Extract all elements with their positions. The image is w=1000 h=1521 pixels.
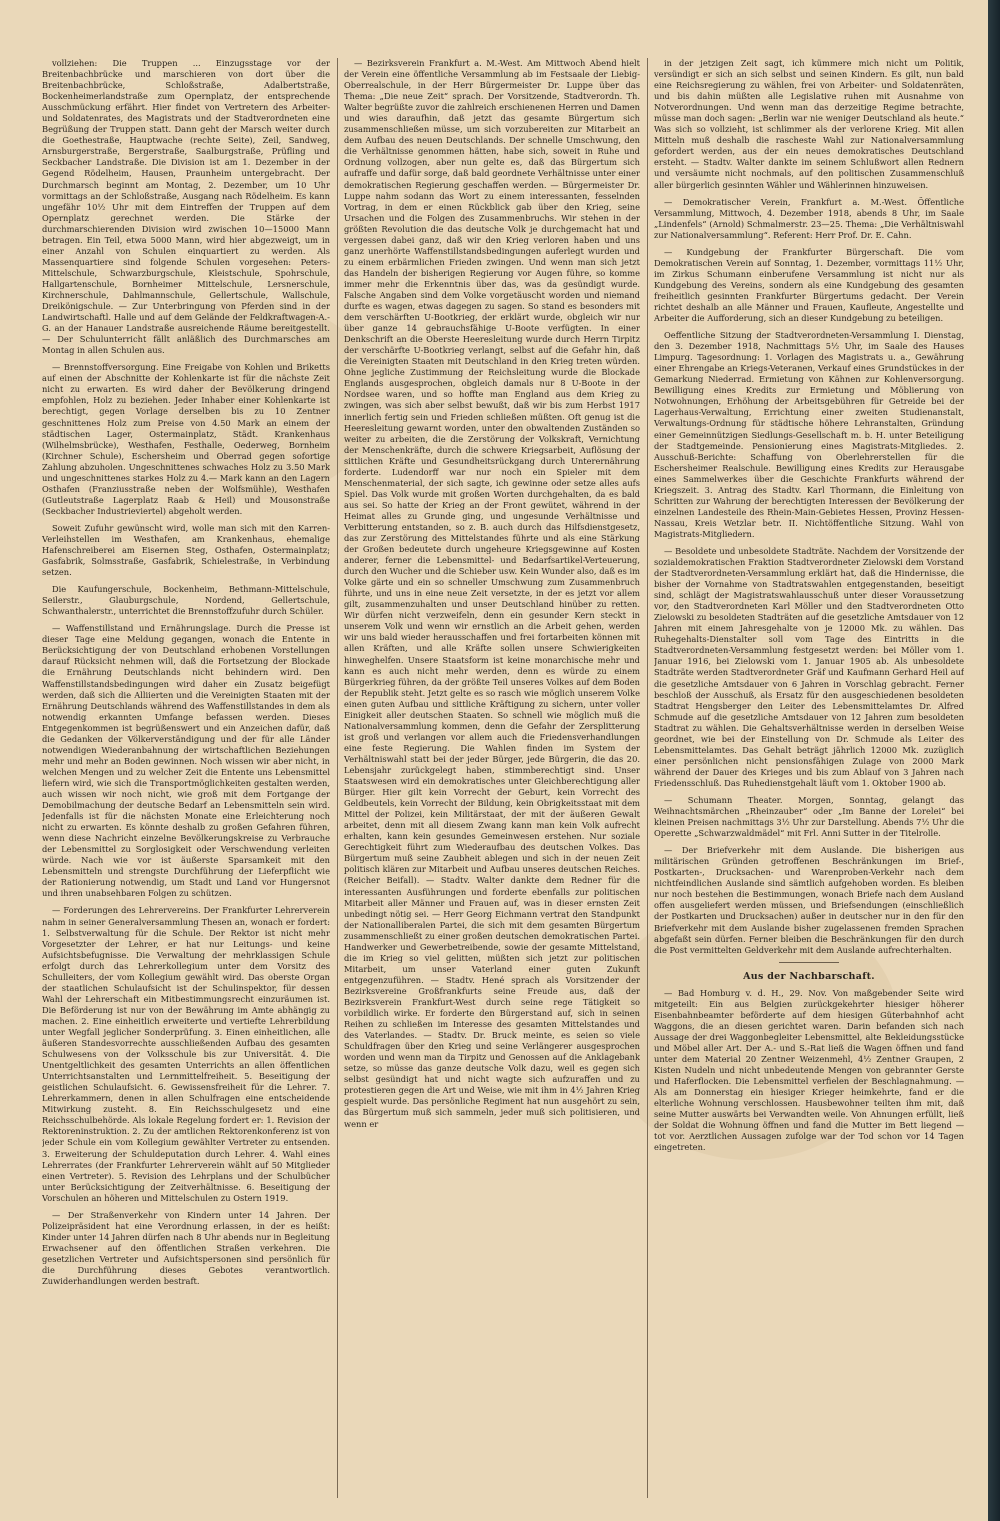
article-teachers-demands: — Forderungen des Lehrervereins. Der Frankfurter Lehrerverein nahm in seiner Generalversammlung Thesen an, wonach er fordert: 1. Selbstverwaltung für die Schule. Der Rektor ist nicht mehr Vorgesetzter der Lehrer, er hat nur Leitungs- und keine Aufsichtsbefugnisse. Die Verwaltung der mehrklassigen Schule erfolgt durch das Lehrerkollegium unter dem Vorsitz des Schulleiters, der vom Kollegium gewählt wird. Das oberste Organ der staatlichen Schulaufsicht ist der Schulinspektor, für dessen Wahl der Lehrerschaft ein Mitbestimmungsrecht einzuräumen ist. Die Beförderung ist nur von der Bewährung im Amte abhängig zu machen. 2. Eine einheitlich erweiterte und vertiefte Lehrerbildung unter Wegfall jeglicher Sonderprüfung. 3. Einen einheitlichen, alle äußeren Standesvorrechte ausschließenden Aufbau des gesamten Schulwesens von der Volksschule bis zur Universität. 4. Die Unentgeltlichkeit des gesamten Unterrichts an allen öffentlichen Unterrichtsanstalten und Lernmittelfreiheit. 5. Beseitigung der geistlichen Schulaufsicht. 6. Gewissensfreiheit für die Lehrer. 7. Lehrerkammern, denen in allen Schulfragen eine entscheidende Mitwirkung zusteht. 8. Ein Reichsschulgesetz und eine Reichsschulbehörde. Als lokale Regelung fordert er: 1. Revision der Rektoreninstruktion. 2. Zu der amtlichen Rektorenkonferenz ist von jeder Schule ein vom Kollegium gewählter Vertreter zu entsenden. 3. Erweiterung der Schuldeputation durch Lehrer. 4. Wahl eines Lehrerrates (der Frankfurter Lehrerverein wählt auf 50 Mitglieder einen Vertreter). 5. Revision des Lehrplans und der Schulbücher unter Berücksichtigung der Zeitverhältnisse. 6. Beseitigung der Vorschulen an höheren und Mittelschulen zu Ostern 1919. — [42, 905, 330, 1203]
article-council-session: Oeffentliche Sitzung der Stadtverordneten-Versammlung I. Dienstag, den 3. Dezember 1918, Nachmittags 5½ Uhr, im Saale des Hauses Limpurg. Tagesordnung: 1. Vorlagen des Magistrats u. a., Gewährung einer Ehrengabe an Kriegs-Veteranen, Verkauf eines Grundstückes in der Gemarkung Niederrad. Ermietung von Kähnen zur Kohlenversorgung. Bewilligung eines Kredits zur Ermietung und Möblierung von Notwohnungen, Erhöhung der Arbeitsgebühren für Getreide bei der Lagerhaus-Verwaltung, Errichtung einer zweiten Studienanstalt, Verwaltungs-Ordnung für städtische höhere Lehranstalten, Gründung einer Gemeinnützigen Siedlungs-Gesellschaft m. b. H. unter Beteiligung der Stadtgemeinde. Pensionierung eines Magistrats-Mitgliedes. 2. Ausschuß-Berichte: Schaffung von Oberlehrerstellen für die Eschersheimer Realschule. Bewilligung eines Kredits zur Herausgabe eines Sammelwerkes über die Geschichte Frankfurts während der Kriegszeit. 3. Antrag des Stadtv. Karl Thormann, die Einleitung von Schritten zur Wahrung der berechtigten Interessen der Bevölkerung der einzelnen Landesteile des Rhein-Main-Gebietes Hessen, Provinz Hessen-Nassau, Kreis Wetzlar betr. II. Nichtöffentliche Sitzung. Wahl von Magistrats-Mitgliedern. — [654, 330, 964, 539]
article-district-continued: in der jetzigen Zeit sagt, ich kümmere mich nicht um Politik, versündigt er sich an sich selbst und seinen Kindern. Es gilt, nun bald eine Reichsregierung zu wählen, frei von Arbeiter- und Soldatenräten, und bis dahin müßten alle Legislative ruhen mit Ausnahme von Notverordnungen. Und wenn man das derzeitige Regime betrachte, müsse man doch sagen: „Berlin war nie weniger Deutschland als heute.“ Was sich so vollzieht, ist schlimmer als der verlorene Krieg. Mit allen Mitteln muß deshalb die rascheste Wahl zur Nationalversammlung gefordert werden, aus der ein neues demokratisches Deutschland ersteht. — Stadtv. Walter dankte im seinem Schlußwort allen Rednern und versäumte nicht nochmals, auf den politischen Zusammenschluß aller bürgerlich gesinnten Wähler und Wählerinnen hinzuweisen. — [654, 58, 964, 190]
article-troop-march: vollziehen: Die Truppen ... Einzugsstage vor der Breitenbachbrücke und marschieren von dort über die Breitenbachbrücke, Schloßstraße, Adalbertstraße, Bockenheimerlandstraße zum Opernplatz, der entsprechende Ausschmückung erfährt. Hier findet von Vertretern des Arbeiter- und Soldatenrates, des Magistrats und der Stadtverordneten eine Begrüßung der Truppen statt. Dann geht der Marsch weiter durch die Goethestraße, Hauptwache (rechte Seite), Zeil, Sandweg, Arnsburgerstraße, Bergerstraße, Saalburgstraße, Prüfling und Seckbacher Landstraße. Die Division ist am 1. Dezember in der Gegend Rödelheim, Hausen, Praunheim untergebracht. Der Durchmarsch beginnt am Montag, 2. Dezember, um 10 Uhr vormittags an der Schloßstraße, Ausgang nach Rödelheim. Es kann ungefähr 10½ Uhr mit dem Eintreffen der Truppen auf dem Opernplatz gerechnet werden. Die Stärke der durchmarschierenden Division wird zwischen 10—15000 Mann betragen. Ein Teil, etwa 5000 Mann, wird hier abgezweigt, um in einer Anzahl von Schulen einquartiert zu werden. Als Massenquartiere sind folgende Schulen vorgesehen: Peters-Mittelschule, Schwarzburgschule, Kleistschule, Spohrschule, Hallgartenschule, Bornheimer Mittelschule, Lersnerschule, Kirchnerschule, Dahlmannschule, Gellertschule, Wallschule, Dreikönigschule. — Zur Unterbringung von Pferden sind in der Landwirtschaftl. Halle und auf dem Gelände der Feldkraftwagen-A.-G. an der Hanauer Landstraße ausreichende Räume bereitgestellt. — Der Schulunterricht fällt anläßlich des Durchmarsches am Montag in allen Schulen aus. — [42, 58, 330, 356]
column-2 — [344, 58, 640, 1508]
article-district-association: — Bezirksverein Frankfurt a. M.-West. Am Mittwoch Abend hielt der Verein eine öffentliche Versammlung ab im Festsaale der Liebig-Oberrealschule, in der Herr Bürgermeister Dr. Luppe über das Thema: „Die neue Zeit“ sprach. Der Vorsitzende, Stadtverordn. Th. Walter begrüßte zuvor die zahlreich erschienenen Herren und Damen und wies daraufhin, daß jetzt das gesamte Bürgertum sich zusammenschließen müsse, um sich vorzubereiten zur Mitarbeit an dem Aufbau des neuen Deutschlands. Der schnelle Umschwung, den die Verhältnisse genommen hätten, habe sich, soweit in Ruhe und Ordnung vollzogen, aber nun gelte es, daß das Bürgertum sich aufraffe und dafür sorge, daß bald geordnete Verhältnisse unter einer demokratischen Regierung geschaffen werden. — Bürgermeister Dr. Luppe nahm sodann das Wort zu einem interessanten, fesselnden Vortrag, in dem er einen Rückblick gab über den Krieg, seine Ursachen und die Folgen des Zusammenbruchs. Wir stehen in der größten Revolution die das deutsche Volk je durchgemacht hat und vergessen dabei ganz, daß wir den Krieg verloren haben und uns ganz unerhörte Waffenstillstandsbedingungen auferlegt wurden und zu einem erbärmlichen Frieden zwingen. Und wenn man sich jetzt das Handeln der bisherigen Regierung vor Augen führe, so komme immer mehr die Erkenntnis über das, was da gesündigt wurde. Falsche Angaben sind dem Volke vorgetäuscht worden und niemand durfte es wagen, etwas dagegen zu sagen. So stand es besonders mit dem verschärften U-Bootkrieg, der erklärt wurde, obgleich wir nur über ganze 14 gebrauchsfähige U-Boote verfügten. In einer Denkschrift an die Oberste Heeresleitung wurde durch Herrn Tirpitz der verschärfte U-Bootkrieg verlangt, selbst auf die Gefahr hin, daß die Vereinigten Staaten mit Deutschland in den Krieg treten würden. Ohne jegliche Zustimmung der Reichsleitung wurde die Blockade Englands ausgesprochen, obgleich damals nur 8 U-Boote in der Nordsee waren, und so hoffte man England aus dem Krieg zu zwingen, was sich aber selbst bewußt, daß wir bis zum Herbst 1917 innerlich fertig sein und Frieden schließen müßten. Oft genug ist die Heeresleitung gewarnt worden, unter den obwaltenden Zuständen so weiter zu arbeiten, die die Zerstörung der Volkskraft, Vernichtung der Menschenkräfte, durch die schwere Kriegsarbeit, Auflösung der sittlichen Kräfte und Gesundheitsrückgang durch Unterernährung forderte. Ludendorff war nur noch ein Spieler mit dem Menschenmaterial, der sich sagte, ich gewinne oder setze alles aufs Spiel. Das Volk wurde mit großen Worten durchgehalten, da es bald aus sei. So hatte der Krieg an der Front gewütet, während in der Heimat alles zu Grunde ging, und ungesunde Verhältnisse und Verbitterung entstanden, so z. B. auch durch das Hilfsdienstgesetz, das zur Zerstörung des Mittelstandes führte und als eine Stärkung der Großen bedeutete durch ungeheure Kriegsgewinne auf Kosten anderer, ferner die Lebensmittel- und Bedarfsartikel-Verteuerung, durch den Wucher und die Schieber usw. Kein Wunder also, daß es im Volke gärte und ein so schneller Umschwung zum Zusammenbruch führte, und uns in eine neue Zeit versetzte, in der es jetzt vor allem gilt, zusammenzuhalten und unser Deutschland hinüber zu retten. Wir dürfen nicht verzweifeln, denn ein gesunder Kern steckt in unserem Volk und wenn wir ernstlich an die Arbeit gehen, werden wir uns bald wieder herausschaffen und frei fortarbeiten können mit allen Kräften, und alle Kräfte sollen unsere Schwierigkeiten hinweghelfen. Unsere Staatsform ist keine monarchische mehr und kann es auch nicht mehr werden, denn es würde zu einem Bürgerkrieg führen, da der größte Teil unseres Volkes auf dem Boden der Republik steht. Jetzt gelte es so rasch wie möglich unserem Volke einen guten Aufbau und sittliche Kräftigung zu sichern, unter voller Einigkeit aller deutschen Staaten. So schnell wie möglich muß die Nationalversammlung kommen, denn die Gefahr der Zersplitterung ist groß und verlangen vor allem auch die Friedensverhandlungen eine feste Regierung. Die Wahlen finden im System der Verhältniswahl statt bei der jeder Bürger, jede Bürgerin, die das 20. Lebensjahr zurückgelegt haben, stimmberechtigt sind. Unser Staatswesen wird ein demokratisches unter Gleichberechtigung aller Bürger. Hier gilt kein Vorrecht der Geburt, kein Vorrecht des Geldbeutels, kein Vorrecht der Bildung, kein Obrigkeitsstaat mit dem Mittel der Polizei, kein Militärstaat, der mit der äußeren Gewalt arbeitet, denn mit all diesem Zwang kann man kein Volk aufrecht erhalten, kann kein gesundes Gemeinwesen erstehen. Nur soziale Gerechtigkeit führt zum Wiederaufbau des deutschen Volkes. Das Bürgertum muß seine Zaubheit ablegen und sich in der neuen Zeit politisch klären zur Mitarbeit und Aufbau unseres deutschen Reiches. (Reicher Beifall). — Stadtv. Walter dankte dem Redner für die interessanten Ausführungen und forderte ebenfalls zur politischen Mitarbeit aller Männer und Frauen auf, was in dieser ernsten Zeit unbedingt nötig sei. — Herr Georg Eichmann vertrat den Standpunkt der Nationalliberalen Partei, die sich mit dem gesamten Bürgertum zusammenschließt zu einer großen deutschen demokratischen Partei. Handwerker und Gewerbetreibende, sowie der gesamte Mittelstand, die im Krieg so viel gelitten, müßten sich jetzt zur politischen Mitarbeit, um unser Vaterland einer guten Zukunft entgegenzuführen. — Stadtv. Hené sprach als Vorsitzender der Bezirksvereine Großfrankfurts seine Freude aus, daß der Bezirksverein Frankfurt-West durch seine rege Tätigkeit so vorbildlich wirke. Er forderte den Bürgerstand auf, sich in seinen Reihen zu schließen im Interesse des gesamten Mittelstandes und des Vaterlandes. — Stadtv. Dr. Bruck meinte, es seien so viele Schuldfragen über den Krieg und seine Verlängerer ausgesprochen worden und wenn man da Tirpitz und Genossen auf die Anklagebank setze, so müsse das ganze deutsche Volk dazu, weil es gegen sich selbst gesündigt hat und nicht wagte sich aufzuraffen und zu protestieren gegen die Art und Weise, wie mit ihm in 4½ Jahren Krieg gespielt wurde. Das persönliche Regiment hat nun ausgehört zu sein, das Bürgertum muß sich sammeln, jeder muß sich politisieren, und wenn er — [344, 58, 640, 1129]
section-separator — [779, 962, 839, 963]
article-fuel-transport: Soweit Zufuhr gewünscht wird, wolle man sich mit den Karren-Verleihstellen im Westhafen, am Krankenhaus, ehemalige Hafenschreiberei am Eisernen Steg, Osthafen, Ostermainplatz; Gasfabrik, Solmsstraße, Gasfabrik, Schielestraße, in Verbindung setzen. — [42, 522, 330, 578]
article-schumann-theater: — Schumann Theater. Morgen, Sonntag, gelangt das Weihnachtsmärchen „Rheinzauber“ oder „Im Banne der Lorelei“ bei kleinen Preisen nachmittags 3½ Uhr zur Darstellung. Abends 7½ Uhr die Operette „Schwarzwaldmädel“ mit Frl. Anni Sutter in der Titelrolle. — [654, 795, 964, 839]
article-city-councillors: — Besoldete und unbesoldete Stadträte. Nachdem der Vorsitzende der sozialdemokratischen Fraktion Stadtverordneter Zielowski dem Vorstand der Stadtverordneten-Versammlung erklärt hat, daß die Hindernisse, die bisher der Vornahme von Stadtratswahlen entgegenstanden, beseitigt sind, schlägt der Magistratswahlausschuß unter dieser Voraussetzung vor, den Stadtverordneten Karl Möller und den Stadtverordneten Otto Zielowski zu besoldeten Stadträten auf die gesetzliche Amtsdauer von 12 Jahren mit einem Jahresgehalte von je 12000 Mk. zu wählen. Das Ruhegehalts-Dienstalter soll vom Tage des Eintritts in die Stadtverordneten-Versammlung festgesetzt werden: bei Möller vom 1. Januar 1916, bei Zielowski vom 1. Januar 1905 ab. Als unbesoldete Stadträte werden Stadtverordneter Gräf und Kaufmann Gerhard Heil auf die gesetzliche Amtsdauer von 6 Jahren in Vorschlag gebracht. Ferner beschloß der Ausschuß, als Ersatz für den ausgeschiedenen besoldeten Stadtrat Hengsberger den Leiter des Lebensmittelamtes Dr. Alfred Schmude auf die gesetzliche Amtsdauer von 12 Jahren zum besoldeten Stadtrat zu wählen. Die Gehaltsverhältnisse werden in derselben Weise geordnet, wie bei der Einstellung von Dr. Schmude als Leiter des Lebensmittelamtes. Das Gehalt beträgt jährlich 12000 Mk. zuzüglich einer persönlichen nicht pensionsfähigen Zulage von 2000 Mark während der Dauer des Krieges und bis zum Ablauf von 3 Jahren nach Friedensschluß. Das Ruhedienstgehalt läuft vom 1. Oktober 1900 ab. — [654, 545, 964, 788]
section-heading: Aus der Nachbarschaft. — [743, 970, 875, 982]
page-edge — [988, 0, 1000, 1521]
article-armistice-food: — Waffenstillstand und Ernährungslage. Durch die Presse ist dieser Tage eine Meldung gegangen, wonach die Entente in Berücksichtigung der von Deutschland erhobenen Vorstellungen darauf Rücksicht nehmen will, daß die Fortsetzung der Blockade die Ernährung Deutschlands nicht behindern wird. Den Waffenstillstandsbedingungen wird daher ein Zusatz beigefügt werden, daß sich die Alliierten und die Vereinigten Staaten mit der Ernährung Deutschlands während des Waffenstillstandes in dem als notwendig erkannten Umfange befassen werden. Dieses Entgegenkommen ist begrüßenswert und ein Anzeichen dafür, daß die Gedanken der Völkerverständigung und der für alle Länder notwendigen Wiederanbahnung der wirtschaftlichen Beziehungen mehr und mehr an Boden gewinnen. Noch wissen wir aber nicht, in welchen Mengen und zu welcher Zeit die Entente uns Lebensmittel liefern wird, wie sich die Transportmöglichkeiten gestalten werden, auch wissen wir noch nicht, wie groß mit dem Fortgange der Demobilmachung der deutsche Bedarf an Lebensmitteln sein wird. Jedenfalls ist für die nächsten Monate eine Erleichterung noch nicht zu erwarten. Es könnte deshalb zu großen Gefahren führen, wenn diese Nachricht einzelne Bevölkerungskreise zu Verbrauche der Lebensmittel zu Sorglosigkeit oder Verschwendung verleiten würde. Nach wie vor ist äußerste Sparsamkeit mit den Lebensmitteln und strengste Durchführung der Lieferpflicht wie der Rationierung notwendig, um Stadt und Land vor Hungersnot und ihren unabsehbaren Folgen zu schützen. — [42, 623, 330, 899]
article-children-street: — Der Straßenverkehr von Kindern unter 14 Jahren. Der Polizeipräsident hat eine Verordnung erlassen, in der es heißt: Kinder unter 14 Jahren dürfen nach 8 Uhr abends nur in Begleitung Erwachsener auf den öffentlichen Straßen verkehren. Die gesetzlichen Vertreter und Aufsichtspersonen sind persönlich für die Durchführung dieses Gebotes verantwortlich. Zuwiderhandlungen werden bestraft. — [42, 1209, 330, 1287]
column-divider — [337, 58, 338, 1498]
article-fuel-supply: — Brennstoffversorgung. Eine Freigabe von Kohlen und Briketts auf einen der Abschnitte der Kohlenkarte ist für die nächste Zeit nicht zu erwarten. Es wird daher der Bevölkerung dringend empfohlen, Holz zu beziehen. Jeder Inhaber einer Kohlenkarte ist berechtigt, gegen Vorlage derselben bis zu 10 Zentner geschnittenes Holz zum Preise von 4.50 Mark an einem der städtischen Lager, Ostermainplatz, Städt. Krankenhaus (Wilhelmsbrücke), Westhafen, Festhalle, Oederweg, Bornheim (Kirchner Schule), Eschersheim und Oberrad gegen sofortige Zahlung abzuholen. Ungeschnittenes schwaches Holz zu 3.50 Mark und ungeschnittenes starkes Holz zu 4.— Mark kann an den Lagern Osthafen (Franziusstraße neben der Wolfsmühle), Westhafen (Gutleutstraße Lagerplatz Raab & Heil) und Mousonstraße (Seckbacher Industrieviertel) abgeholt werden. — [42, 362, 330, 516]
column-divider — [647, 58, 648, 1498]
article-citizens-rally: — Kundgebung der Frankfurter Bürgerschaft. Die vom Demokratischen Verein auf Sonntag, 1. Dezember, vormittags 11½ Uhr, im Zirkus Schumann einberufene Versammlung ist nicht nur als Kundgebung des Vereins, sondern als eine Kundgebung des gesamten freiheitlich gesinnten Frankfurter Bürgertums gedacht. Der Verein richtet deshalb an alle Männer und Frauen, Kaufleute, Angestellte und Arbeiter die Aufforderung, sich an dieser Kundgebung zu beteiligen. — [654, 246, 964, 324]
column-1 — [42, 58, 330, 1508]
column-3 — [654, 58, 964, 1508]
article-fuel-schools: Die Kaufungerschule, Bockenheim, Bethmann-Mittelschule, Seilerstr., Glauburgschule, Nordend, Gellertschule, Schwanthalerstr., unterrichtet die Brennstoffzufuhr durch Schüler. — [42, 584, 330, 617]
article-bad-homburg: — Bad Homburg v. d. H., 29. Nov. Von maßgebender Seite wird mitgeteilt: Ein aus Belgien zurückgekehrter hiesiger höherer Eisenbahnbeamter beförderte auf dem hiesigen Güterbahnhof acht Waggons, die an diesen gerichtet waren. Darin befanden sich nach Aussage der drei Waggonbegleiter Lebensmittel, alte Bekleidungsstücke und Möbel aller Art. Der A.- und S.-Rat ließ die Wagen öffnen und fand unter dem Material 20 Zentner Weizenmehl, 4½ Zentner Graupen, 2 Kisten Nudeln und nicht unbedeutende Mengen von gebrannter Gerste und Haferflocken. Die Lebensmittel verfielen der Beschlagnahmung. — Als am Donnerstag ein hiesiger Krieger heimkehrte, fand er die elterliche Wohnung verschlossen. Hausbewohner teilten ihm mit, daß seine Mutter auswärts bei Verwandten weile. Von Ahnungen erfüllt, ließ der Soldat die Wohnung öffnen und fand die Mutter im Bett liegend — tot vor. Aerztlichen Aussagen zufolge war der Tod schon vor 14 Tagen eingetreten. — [654, 987, 964, 1153]
article-foreign-mail: — Der Briefverkehr mit dem Auslande. Die bisherigen aus militärischen Gründen getroffenen Beschränkungen im Brief-, Postkarten-, Drucksachen- und Warenproben-Verkehr nach dem nichtfeindlichen Auslande sind sämtlich aufgehoben worden. Es bleiben nur noch bestehen die Bestimmungen, wonach Briefe nach dem Ausland offen ausgeliefert werden müssen, und Briefsendungen (einschließlich der Postkarten und Drucksachen) außer in deutscher nur in den für den Briefverkehr mit dem Auslande bisher zugelassenen fremden Sprachen abgefaßt sein dürfen. Ferner bleiben die Beschränkungen für den durch die Post vermittelten Geldverkehr mit dem Auslande aufrechterhalten. — [654, 845, 964, 955]
article-democratic-association: — Demokratischer Verein, Frankfurt a. M.-West. Öffentliche Versammlung, Mittwoch, 4. Dezember 1918, abends 8 Uhr, im Saale „Lindenfels“ (Arnold) Schmalmerstr. 23—25. Thema: „Die Verhältniswahl zur Nationalversammlung“. Referent: Herr Prof. Dr. E. Cahn. — [654, 196, 964, 240]
